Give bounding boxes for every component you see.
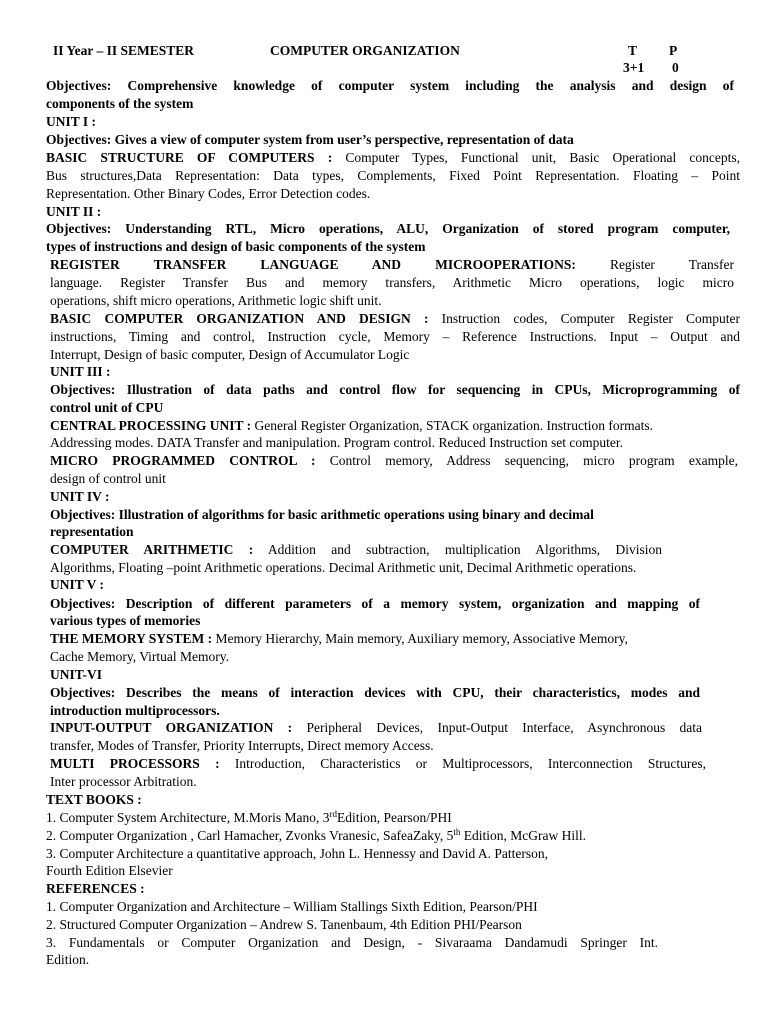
unit6-topic2-text: Introduction, Characteristics or Multiprocessors, Interconnection Structures, [234, 756, 707, 771]
unit4-topic-line1 [50, 541, 662, 559]
unit5-topic-line2: Cache Memory, Virtual Memory. [50, 649, 230, 664]
reference-1: 1. Computer Organization and Architecture – William Stallings Sixth Edition, Pearson/PHI [46, 899, 538, 914]
textbook-2-text: 2. Computer Organization , Carl Hamacher, Zvonks Vranesic, SafeaZaky, 5 [46, 828, 454, 843]
textbook-3-line2: Fourth Edition Elsevier [46, 863, 173, 878]
unit2-topic1-line1 [50, 256, 734, 274]
reference-2: 2. Structured Computer Organization – Andrew S. Tanenbaum, 4th Edition PHI/Pearson [46, 917, 522, 932]
year-semester: II Year – II SEMESTER [53, 43, 195, 58]
unit3-title: UNIT III : [50, 364, 111, 379]
unit1-topic-heading: BASIC STRUCTURE OF COMPUTERS : [46, 150, 333, 165]
unit6-objective-line2: introduction multiprocessors. [50, 703, 220, 718]
textbook-2 [46, 827, 586, 845]
unit3-topic1-text: General Register Organization, STACK organization. Instruction formats. [254, 418, 653, 433]
unit1-topic-line2: Bus structures,Data Representation: Data types, Complements, Fixed Point Representation. Floating – Point [46, 168, 740, 183]
textbook-1 [46, 809, 452, 827]
unit2-topic2-line1 [50, 310, 740, 328]
unit2-topic2-line2: instructions, Timing and control, Instruction cycle, Memory – Reference Instructions. Input – Output and [50, 329, 740, 344]
unit1-title: UNIT I : [46, 114, 97, 129]
unit4-objective-line2: representation [50, 524, 134, 539]
textbooks-title: TEXT BOOKS : [46, 792, 142, 807]
unit6-objective-line1: Objectives: Describes the means of interaction devices with CPU, their characteristics, modes and [50, 685, 700, 700]
textbook-2-superscript: th [453, 827, 461, 837]
unit6-topic2-line1 [50, 755, 706, 773]
subject-title: COMPUTER ORGANIZATION [270, 43, 460, 58]
unit1-topic-line3: Representation. Other Binary Codes, Error Detection codes. [46, 186, 371, 201]
unit3-topic2-text: Control memory, Address sequencing, micro program example, [329, 453, 738, 468]
unit2-topic1-line2: language. Register Transfer Bus and memory transfers, Arithmetic Micro operations, logic micro [50, 275, 734, 290]
practical-hours: 0 [672, 60, 679, 75]
reference-3-line2: Edition. [46, 952, 90, 967]
unit4-topic-heading: COMPUTER ARITHMETIC : [50, 542, 254, 557]
unit3-topic2-line1 [50, 452, 738, 470]
unit5-topic-heading: THE MEMORY SYSTEM : [50, 631, 213, 646]
textbook-3-line1: 3. Computer Architecture a quantitative approach, John L. Hennessy and David A. Patterson, [46, 846, 548, 861]
unit3-topic1-line1 [50, 417, 653, 435]
theory-label: T [628, 43, 638, 58]
unit2-title: UNIT II : [46, 204, 102, 219]
unit6-topic2-heading: MULTI PROCESSORS : [50, 756, 220, 771]
unit2-topic2-line3: Interrupt, Design of basic computer, Design of Accumulator Logic [50, 347, 410, 362]
unit6-topic1-line2: transfer, Modes of Transfer, Priority Interrupts, Direct memory Access. [50, 738, 434, 753]
unit6-topic1-text: Peripheral Devices, Input-Output Interface, Asynchronous data [306, 720, 703, 735]
unit6-topic1-heading: INPUT-OUTPUT ORGANIZATION : [50, 720, 293, 735]
course-objective-line2: components of the system [46, 96, 194, 111]
unit6-topic2-line2: Inter processor Arbitration. [50, 774, 197, 789]
unit5-topic-line1 [50, 630, 628, 648]
reference-3-line1: 3. Fundamentals or Computer Organization and Design, - Sivaraama Dandamudi Springer Int. [46, 935, 658, 950]
unit2-objective-line2: types of instructions and design of basic components of the system [46, 239, 426, 254]
unit3-topic2-line2: design of control unit [50, 471, 166, 486]
unit2-topic2-heading: BASIC COMPUTER ORGANIZATION AND DESIGN : [50, 311, 429, 326]
practical-label: P [669, 43, 678, 58]
unit1-objective: Objectives: Gives a view of computer system from user’s perspective, representation of data [46, 132, 574, 147]
unit5-topic-text: Memory Hierarchy, Main memory, Auxiliary memory, Associative Memory, [215, 631, 628, 646]
textbook-1-edition: Edition, Pearson/PHI [336, 810, 452, 825]
unit2-topic1-heading: REGISTER TRANSFER LANGUAGE AND MICROOPERATIONS: [50, 257, 576, 272]
textbook-1-superscript: rd [329, 809, 337, 819]
unit4-topic-text: Addition and subtraction, multiplication Algorithms, Division [267, 542, 663, 557]
unit1-topic-text: Computer Types, Functional unit, Basic Operational concepts, [345, 150, 740, 165]
course-objective-line1: Objectives: Comprehensive knowledge of computer system including the analysis and design of [46, 78, 734, 93]
references-title: REFERENCES : [46, 881, 145, 896]
unit3-topic2-heading: MICRO PROGRAMMED CONTROL : [50, 453, 316, 468]
unit5-title: UNIT V : [50, 577, 105, 592]
unit6-topic1-line1 [50, 719, 702, 737]
unit4-title: UNIT IV : [50, 489, 110, 504]
unit4-topic-line2: Algorithms, Floating –point Arithmetic operations. Decimal Arithmetic unit, Decimal Arithmetic operations. [50, 560, 637, 575]
unit2-topic1-text: Register Transfer [609, 257, 735, 272]
unit5-objective-line2: various types of memories [50, 613, 201, 628]
unit4-objective-line1: Objectives: Illustration of algorithms for basic arithmetic operations using binary and decimal [50, 507, 594, 522]
unit1-topic-line1 [46, 149, 740, 167]
textbook-2-edition: Edition, McGraw Hill. [460, 828, 587, 843]
unit2-objective-line1: Objectives: Understanding RTL, Micro operations, ALU, Organization of stored program computer, [46, 221, 730, 236]
unit3-topic1-heading: CENTRAL PROCESSING UNIT : [50, 418, 252, 433]
unit6-title: UNIT-VI [50, 667, 103, 682]
theory-hours: 3+1 [623, 60, 645, 75]
unit5-objective-line1: Objectives: Description of different parameters of a memory system, organization and mapping of [50, 596, 700, 611]
unit3-topic1-line2: Addressing modes. DATA Transfer and manipulation. Program control. Reduced Instruction set computer. [50, 435, 623, 450]
unit3-objective-line1: Objectives: Illustration of data paths and control flow for sequencing in CPUs, Microprogramming of [50, 382, 740, 397]
textbook-1-text: 1. Computer System Architecture, M.Moris Mano, 3 [46, 810, 330, 825]
unit3-objective-line2: control unit of CPU [50, 400, 164, 415]
unit2-topic2-text: Instruction codes, Computer Register Computer [441, 311, 740, 326]
unit2-topic1-line3: operations, shift micro operations, Arithmetic logic shift unit. [50, 293, 382, 308]
